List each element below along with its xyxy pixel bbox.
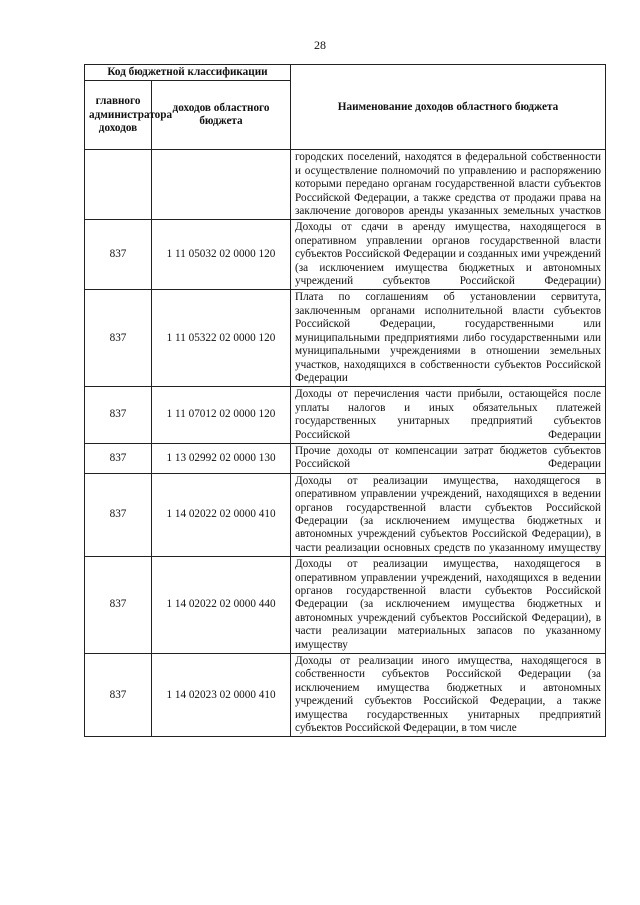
header-chief-administrator: главного администратора доходов bbox=[85, 81, 152, 150]
table-row bbox=[85, 387, 606, 444]
income-name-cell: Доходы от перечисления части прибыли, остающейся после уплаты налогов и иных обязательных платежей государственных унитарных предприятий субъектов Российской Федерации bbox=[291, 387, 606, 444]
income-name-cell: городских поселений, находятся в федеральной собственности и осуществление полномочий по управлению и распоряжению которыми передано органам государственной власти субъектов Российской Федерации, а также средства от продажи права на заключение договоров аренды указанных земельных участков bbox=[291, 150, 606, 220]
admin-code-cell: 837 bbox=[85, 654, 152, 737]
header-row-group bbox=[85, 65, 606, 81]
income-code-cell: 1 14 02023 02 0000 410 bbox=[152, 654, 291, 737]
table-body bbox=[85, 150, 606, 737]
header-regional-income-code: доходов областного бюджета bbox=[152, 81, 291, 150]
table-row bbox=[85, 290, 606, 387]
table-row bbox=[85, 150, 606, 220]
admin-code-cell: 837 bbox=[85, 387, 152, 444]
table-row bbox=[85, 443, 606, 473]
income-code-cell: 1 13 02992 02 0000 130 bbox=[152, 443, 291, 473]
page-number: 28 bbox=[314, 38, 326, 52]
income-code-cell: 1 11 05032 02 0000 120 bbox=[152, 220, 291, 290]
header-classification-code: Код бюджетной классификации bbox=[85, 65, 291, 81]
income-code-cell bbox=[152, 150, 291, 220]
income-name-cell: Прочие доходы от компенсации затрат бюджетов субъектов Российской Федерации bbox=[291, 443, 606, 473]
header-income-name: Наименование доходов областного бюджета bbox=[291, 65, 606, 150]
admin-code-cell: 837 bbox=[85, 290, 152, 387]
income-name-cell: Доходы от реализации имущества, находящегося в оперативном управлении учреждений, находящихся в ведении органов государственной власти субъектов Российской Федерации (за исключением имущества бюджетных и автономных учреждений субъектов Российской Федерации), в части реализации материальных запасов по указанному имуществу bbox=[291, 557, 606, 654]
admin-code-cell: 837 bbox=[85, 443, 152, 473]
income-code-cell: 1 14 02022 02 0000 410 bbox=[152, 473, 291, 556]
admin-code-cell: 837 bbox=[85, 557, 152, 654]
income-name-cell: Доходы от реализации иного имущества, находящегося в собственности субъектов Российской Федерации (за исключением имущества бюджетных и автономных учреждений субъектов Российской Федерации, а также имущества государственных унитарных предприятий субъектов Российской Федерации, в том числе bbox=[291, 654, 606, 737]
income-code-cell: 1 11 05322 02 0000 120 bbox=[152, 290, 291, 387]
income-name-cell: Доходы от сдачи в аренду имущества, находящегося в оперативном управлении органов государственной власти субъектов Российской Федерации и созданных ими учреждений (за исключением имущества бюджетных и автономных учреждений субъектов Российской Федерации) bbox=[291, 220, 606, 290]
income-code-cell: 1 14 02022 02 0000 440 bbox=[152, 557, 291, 654]
table-row bbox=[85, 557, 606, 654]
admin-code-cell: 837 bbox=[85, 473, 152, 556]
income-code-cell: 1 11 07012 02 0000 120 bbox=[152, 387, 291, 444]
table-row bbox=[85, 220, 606, 290]
table-row bbox=[85, 654, 606, 737]
budget-classification-table bbox=[84, 64, 606, 737]
income-name-cell: Плата по соглашениям об установлении сервитута, заключенным органами исполнительной власти субъектов Российской Федерации, государственными или муниципальными предприятиями либо государственными или муниципальными учреждениями в отношении земельных участков, находящихся в собственности субъектов Российской Федерации bbox=[291, 290, 606, 387]
admin-code-cell: 837 bbox=[85, 220, 152, 290]
admin-code-cell bbox=[85, 150, 152, 220]
table-row bbox=[85, 473, 606, 556]
income-name-cell: Доходы от реализации имущества, находящегося в оперативном управлении учреждений, находящихся в ведении органов государственной власти субъектов Российской Федерации (за исключением имущества бюджетных и автономных учреждений субъектов Российской Федерации), в части реализации основных средств по указанному имуществу bbox=[291, 473, 606, 556]
